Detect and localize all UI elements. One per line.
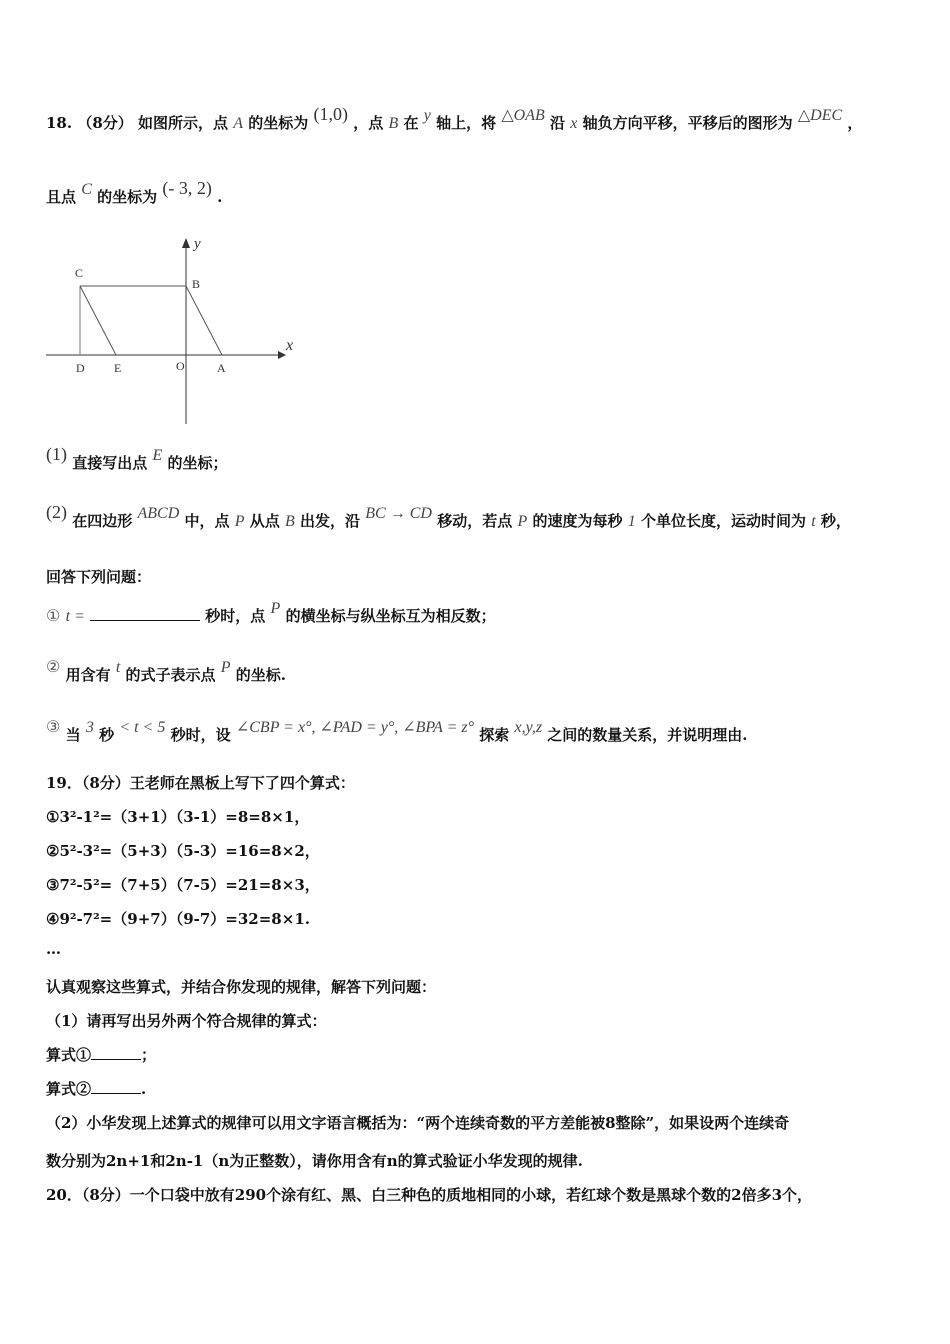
label-x: x [286,337,294,354]
answer-blank-formula2[interactable] [91,1079,141,1094]
segment-ce [80,286,116,355]
label-y: y [194,236,201,252]
q20-text: 20．（8分）一个口袋中放有290个涂有红、黑、白三种色的质地相同的小球，若红球个数是黑球个数的2倍多3个， [46,1186,813,1204]
label-c: C [75,266,84,280]
triangle-dec: △DEC [797,107,843,124]
point-b: B [388,115,399,132]
answer-blank-t[interactable] [90,606,200,621]
q19-sub2-line2: 数分别为2n+1和2n-1（n为正整数），请你用含有n的算式验证小华发现的规律. [46,1152,583,1170]
q18-part1: ① t = 秒时，点 P 的横坐标与纵坐标互为相反数； [46,600,496,625]
t-equals: t = [65,608,85,625]
q18-sub2-prompt: 回答下列问题： [46,568,152,586]
label-o: O [176,359,185,373]
q18-score: （8分） [77,114,133,132]
x-axis-symbol: x [570,115,578,132]
answer-blank-formula1[interactable] [91,1045,141,1060]
y-axis-symbol: y [423,107,431,124]
triangle-oab: △OAB [501,107,545,124]
q19-eq1: ①3²-1²=（3+1）（3-1）=8=8×1， [46,808,310,826]
q19-intro: 认真观察这些算式，并结合你发现的规律，解答下列问题： [46,978,437,996]
q18-line2: 且点 C 的坐标为 (- 3, 2) . [46,178,223,206]
q18-sub1: (1) 直接写出点 E 的坐标； [46,444,228,472]
coord-a: (1,0) [313,104,349,124]
q18-part2: ② 用含有 t 的式子表示点 P 的坐标. [46,657,287,684]
q18-line1: 18. （8分） 如图所示，点 A 的坐标为 (1,0) ，点 B 在 y 轴上，将 △OAB 沿 x 轴负方向平移，平移后的图形为 △DEC ， [46,104,863,132]
point-e: E [152,447,163,464]
point-c: C [81,181,92,198]
q19-formula1: 算式① ； [46,1046,157,1064]
inequality: < t < 5 [119,719,166,736]
q19-ellipsis: … [46,940,61,958]
q19-sub1: （1）请再写出另外两个符合规律的算式： [46,1012,327,1030]
label-b: B [192,277,201,291]
label-d: D [76,361,85,375]
q19-title: 19．（8分）王老师在黑板上写下了四个算式： [46,774,355,792]
q19-sub2-line1: （2）小华发现上述算式的规律可以用文字语言概括为：“两个连续奇数的平方差能被8整除”，如果设两个连续奇 [46,1114,790,1132]
q18-sub2: (2) 在四边形 ABCD 中，点 P 从点 B 出发，沿 BC → CD 移动，若点 P 的速度为每秒 1 个单位长度，运动时间为 t 秒， [46,502,851,530]
sub1-number: (1) [46,444,67,464]
q19-eq3: ③7²-5²=（7+5）（7-5）=21=8×3， [46,876,320,894]
quad-abcd: ABCD [137,505,180,522]
x-axis-arrow [278,351,286,359]
q19-formula2: 算式② . [46,1080,147,1098]
sub2-number: (2) [46,502,67,522]
xyz-symbols: x,y,z [514,719,543,736]
q18-number: 18. [46,114,73,132]
point-a: A [233,115,244,132]
label-e: E [114,361,122,375]
y-axis-arrow [182,238,190,248]
q18-part3: ③ 当 3 秒 < t < 5 秒时，设 ∠CBP = x°, ∠PAD = y°, ∠BPA = z° 探索 x,y,z 之间的数量关系，并说明理由. [46,717,748,744]
label-a: A [217,361,226,375]
angle-definitions: ∠CBP = x°, ∠PAD = y°, ∠BPA = z° [235,719,475,736]
q19-eq4: ④9²-7²=（9+7）（9-7）=32=8×1. [46,910,310,928]
q19-eq2: ②5²-3²=（5+3）（5-3）=16=8×2， [46,842,320,860]
segment-ba [186,286,222,355]
path-bc-cd: BC → CD [365,505,432,522]
coordinate-figure [40,232,310,432]
coord-c: (- 3, 2) [162,178,212,198]
